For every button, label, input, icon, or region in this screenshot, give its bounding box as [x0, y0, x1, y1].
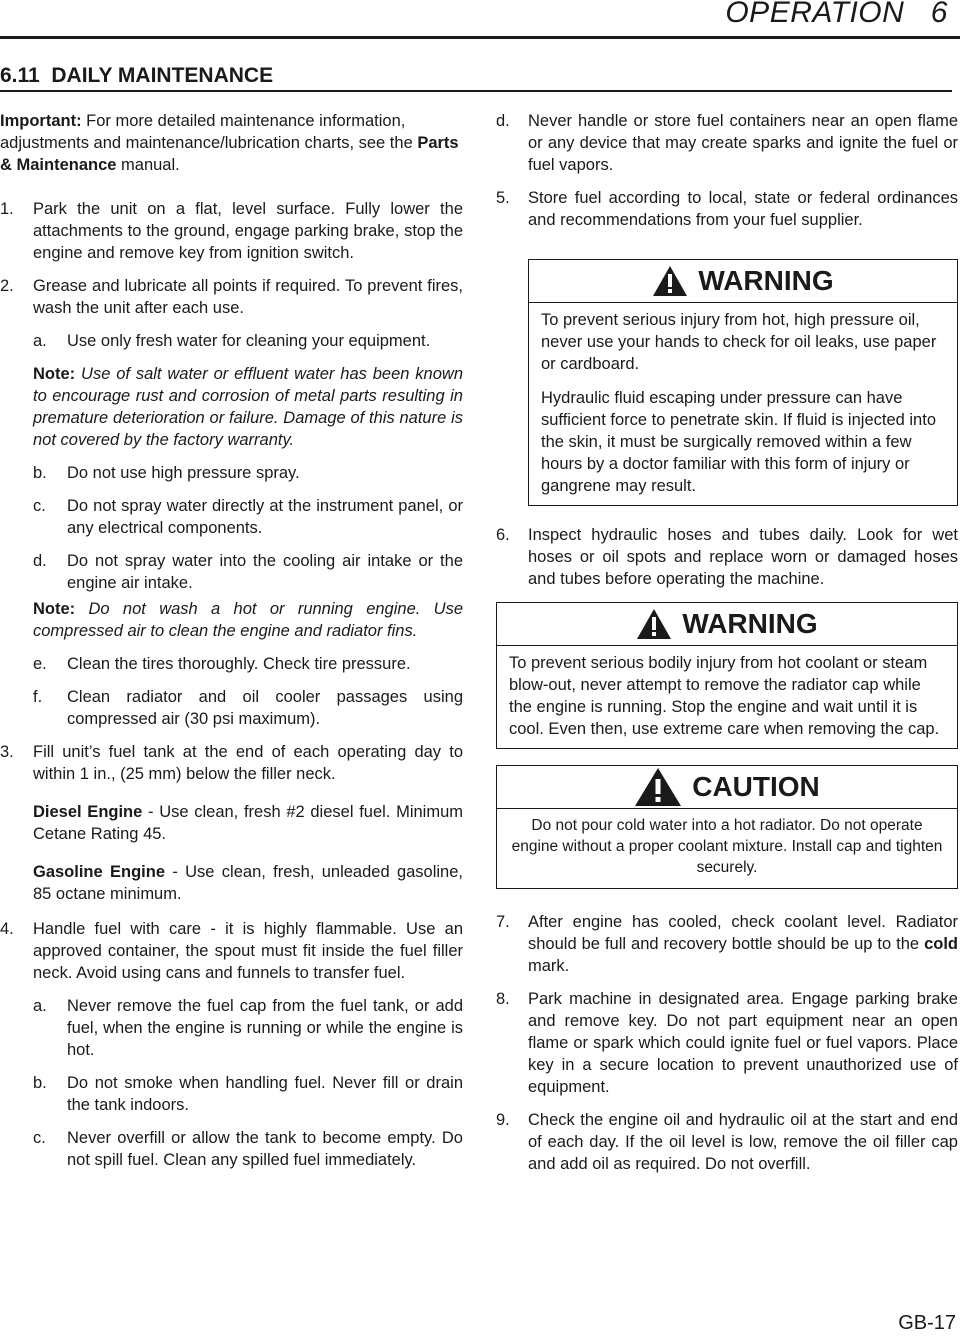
item-letter: a. — [33, 997, 47, 1015]
item-number: 2. — [0, 277, 14, 295]
note-label: Note: — [33, 365, 76, 383]
caution-body — [497, 809, 957, 888]
item-text: Do not spray water directly at the instrument panel, or any electrical components. — [67, 497, 463, 537]
item-text: Handle fuel with care - it is highly flammable. Use an approved container, the spout must fit inside the fuel filler neck. Avoid using cans and funnels to transfer fuel. — [33, 920, 463, 982]
intro-paragraph — [0, 110, 463, 176]
right-column — [496, 110, 958, 1175]
warning-title: WARNING — [682, 608, 818, 639]
caution-text: Do not pour cold water into a hot radiator. Do not operate engine without a proper coolant mixture. Install cap and tighten securely. — [511, 817, 943, 876]
item-letter: b. — [33, 1074, 47, 1092]
item-text: Never handle or store fuel containers near an open flame or any device that may create sparks and ignite the fuel or fuel vapors. — [528, 112, 958, 174]
list-item-6 — [496, 524, 958, 590]
list-item-1 — [0, 198, 463, 264]
item-text: Fill unit’s fuel tank at the end of each operating day to within 1 in., (25 mm) below the filler neck. — [33, 743, 463, 783]
item-text: Never remove the fuel cap from the fuel tank, or add fuel, when the engine is running or while the engine is hot. — [67, 997, 463, 1059]
item-number: 1. — [0, 200, 14, 218]
warning-paragraph-1: To prevent serious bodily injury from hot coolant or steam blow-out, never attempt to remove the radiator cap while the engine is running. Stop the engine and wait until it is cool. Even then, use extreme care when removing the cap. — [509, 654, 940, 738]
list-item-2b — [0, 462, 463, 484]
list-item-8 — [496, 988, 958, 1098]
warning-triangle-icon — [652, 265, 688, 297]
gasoline-engine-spec — [0, 861, 463, 905]
list-item-7 — [496, 911, 958, 977]
item-text: After engine has cooled, check coolant level. Radiator should be full and recovery bottle should be up to the — [528, 913, 958, 953]
item-text: Do not use high pressure spray. — [67, 464, 300, 482]
warning-header — [529, 260, 957, 303]
list-item-4a — [0, 995, 463, 1061]
warning-box-coolant — [496, 602, 958, 749]
item-text: Clean radiator and oil cooler passages using compressed air (30 psi maximum). — [67, 688, 463, 728]
page-header — [0, 0, 960, 38]
item-number: 3. — [0, 743, 14, 761]
item-letter: a. — [33, 332, 47, 350]
diesel-label: Diesel Engine — [33, 803, 143, 821]
item-number: 9. — [496, 1111, 510, 1129]
item-text: Clean the tires thoroughly. Check tire pressure. — [67, 655, 411, 673]
list-item-2d — [0, 550, 463, 594]
item-number: 6. — [496, 526, 510, 544]
item-text: Grease and lubricate all points if required. To prevent fires, wash the unit after each use. — [33, 277, 463, 317]
item-letter: e. — [33, 655, 47, 673]
intro-text-end: manual. — [116, 156, 180, 174]
header-title: OPERATION 6 — [725, 0, 948, 29]
list-item-2a — [0, 330, 463, 352]
caution-triangle-icon — [634, 767, 682, 807]
warning-triangle-icon — [636, 608, 672, 640]
note-hot-engine — [0, 598, 463, 642]
warning-header — [497, 603, 957, 646]
note-text: Do not wash a hot or running engine. Use compressed air to clean the engine and radiator fins. — [33, 600, 463, 640]
item-letter: d. — [33, 552, 47, 570]
item-letter: d. — [496, 112, 510, 130]
section-title: 6.11 DAILY MAINTENANCE — [0, 63, 952, 92]
item-number: 8. — [496, 990, 510, 1008]
item-letter: f. — [33, 688, 43, 706]
header-rule — [0, 36, 960, 39]
item-letter: c. — [33, 497, 46, 515]
page-number: GB-17 — [898, 1312, 956, 1334]
caution-title: CAUTION — [692, 771, 820, 802]
item-text: Inspect hydraulic hoses and tubes daily. Look for wet hoses or oil spots and replace worn or damaged hoses and tubes before operating the machine. — [528, 526, 958, 588]
left-column — [0, 110, 463, 1171]
caution-header — [497, 766, 957, 809]
gasoline-text: - Use clean, fresh, unleaded gasoline, 85 octane minimum. — [33, 863, 463, 903]
item-text: Do not spray water into the cooling air intake or the engine air intake. — [67, 552, 463, 592]
item-number: 4. — [0, 920, 14, 938]
warning-title: WARNING — [698, 265, 834, 296]
item-number: 7. — [496, 913, 510, 931]
list-item-4b — [0, 1072, 463, 1116]
list-item-2 — [0, 275, 463, 319]
warning-body — [497, 646, 957, 748]
item-text: Park machine in designated area. Engage parking brake and remove key. Do not part equipment near an open flame or spark which could ignite fuel or fuel vapors. Place key in a secure location to prevent unauthorized use of equipment. — [528, 990, 958, 1096]
warning-box-hydraulic — [528, 259, 958, 506]
list-item-2e — [0, 653, 463, 675]
warning-body — [529, 303, 957, 505]
list-item-5 — [496, 187, 958, 231]
diesel-text: - Use clean, fresh #2 diesel fuel. Minimum Cetane Rating 45. — [33, 803, 463, 843]
item-text: Do not smoke when handling fuel. Never fill or drain the tank indoors. — [67, 1074, 463, 1114]
list-item-9 — [496, 1109, 958, 1175]
list-item-2f — [0, 686, 463, 730]
list-item-4 — [0, 918, 463, 984]
item-text: Store fuel according to local, state or federal ordinances and recommendations from your fuel supplier. — [528, 189, 958, 229]
list-item-4c — [0, 1127, 463, 1171]
intro-text: For more detailed maintenance information, adjustments and maintenance/lubrication charts, see the — [0, 112, 418, 152]
item-letter: c. — [33, 1129, 46, 1147]
note-label: Note: — [33, 600, 76, 618]
item-text: Never overfill or allow the tank to become empty. Do not spill fuel. Clean any spilled fuel immediately. — [67, 1129, 463, 1169]
item-bold-word: cold — [924, 935, 958, 953]
intro-label: Important: — [0, 112, 82, 130]
item-letter: b. — [33, 464, 47, 482]
intro-manual: Parts & Maintenance — [0, 134, 459, 174]
item-text: Check the engine oil and hydraulic oil at the start and end of each day. If the oil level is low, remove the oil filler cap and add oil as required. Do not overfill. — [528, 1111, 958, 1173]
item-text: Park the unit on a flat, level surface. Fully lower the attachments to the ground, engage parking brake, stop the engine and remove key from ignition switch. — [33, 200, 463, 262]
warning-paragraph-2: Hydraulic fluid escaping under pressure can have sufficient force to penetrate skin. If fluid is injected into the skin, it must be surgically removed within a few hours by a doctor familiar with this form of injury or gangrene may result. — [541, 389, 936, 495]
item-number: 5. — [496, 189, 510, 207]
gasoline-label: Gasoline Engine — [33, 863, 166, 881]
note-salt-water — [0, 363, 463, 451]
warning-paragraph-1: To prevent serious injury from hot, high pressure oil, never use your hands to check for oil leaks, use paper or cardboard. — [541, 311, 937, 373]
note-text: Use of salt water or effluent water has been known to encourage rust and corrosion of metal parts resulting in premature deterioration or failure. Damage of this nature is not covered by the factory warranty. — [33, 365, 463, 449]
list-item-4d — [496, 110, 958, 176]
item-text: Use only fresh water for cleaning your equipment. — [67, 332, 431, 350]
caution-box-radiator — [496, 765, 958, 889]
item-text-end: mark. — [528, 957, 570, 975]
diesel-engine-spec — [0, 801, 463, 845]
list-item-2c — [0, 495, 463, 539]
list-item-3 — [0, 741, 463, 785]
